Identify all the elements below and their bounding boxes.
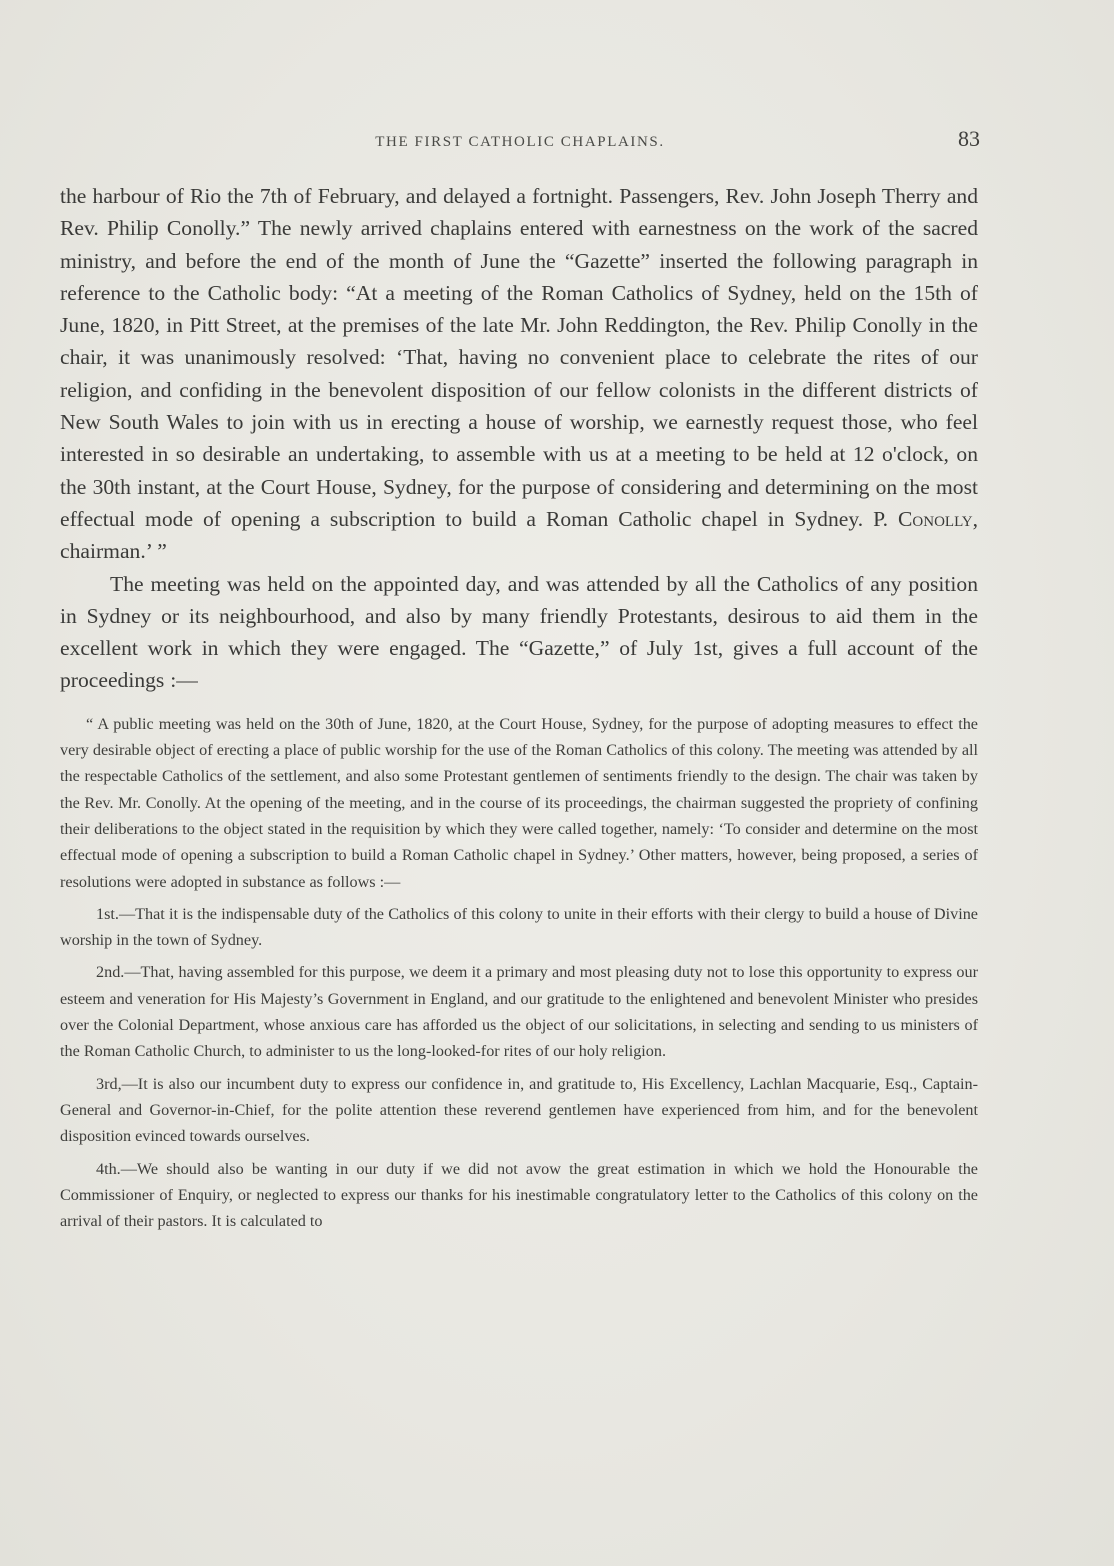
running-title: THE FIRST CATHOLIC CHAPLAINS. (375, 134, 665, 150)
paragraph-text: the harbour of Rio the 7th of February, and delayed a fortnight. Passengers, Rev. John Joseph Therry and Rev. Philip Conolly.” The newly arrived chaplains entered with earnestness on the work of the sacred ministry, and before the end of the month of June the “Gazette” inserted the following paragraph in reference to the Catholic body: “At a meeting of the Roman Catholics of Sydney, held on the 15th of June, 1820, in Pitt Street, at the premises of the late Mr. John Reddington, the Rev. Philip Conolly in the chair, it was unanimously resolved: ‘That, having no convenient place to celebrate the rites of our religion, and confiding in the benevolent disposition of our fellow colonists in the different districts of New South Wales to join with us in erecting a house of worship, we earnestly request those, who feel interested in so desirable an undertaking, to assemble with us at a meeting to be held at 12 o'clock, on the 30th instant, at the Court House, Sydney, for the purpose of considering and determining on the most effectual mode of opening a subscription to build a Roman Catholic chapel in Sydney. P. (60, 184, 978, 531)
quote-intro: “ A public meeting was held on the 30th of June, 1820, at the Court House, Sydney, for the purpose of adopting measures to effect the very desirable object of erecting a place of public worship for the use of the Roman Catholics of this colony. The meeting was attended by all the respectable Catholics of the settlement, and also some Protestant gentlemen of sentiments friendly to the design. The chair was taken by the Rev. Mr. Conolly. At the opening of the meeting, and in the course of its proceedings, the chairman suggested the propriety of confining their deliberations to the object stated in the requisition by which they were called together, namely: ‘To consider and determine on the most effectual mode of opening a subscription to build a Roman Catholic chapel in Sydney.’ Other matters, however, being proposed, a series of resolutions were adopted in substance as follows :— (60, 714, 978, 891)
signature-suffix: , chairman.’ ” (60, 506, 978, 564)
gazette-quote (60, 711, 978, 1235)
main-paragraph-2: The meeting was held on the appointed day, and was attended by all the Catholics of any position in Sydney or its neighbourhood, and also by many friendly Protestants, desirous to aid them in the excellent work in which they were engaged. The “Gazette,” of July 1st, gives a full account of the proceedings :— (60, 571, 978, 693)
page-number: 83 (958, 126, 980, 151)
resolution-2: 2nd.—That, having assembled for this purpose, we deem it a primary and most pleasing duty not to lose this opportunity to express our esteem and veneration for His Majesty’s Government in England, and our gratitude to the enlightened and benevolent Minister who presides over the Colonial Department, whose anxious care has afforded us the object of our solicitations, in selecting and sending to us ministers of the Roman Catholic Church, to administer to us the long-looked-for rites of our holy religion. (60, 963, 978, 1061)
main-paragraph-1 (60, 180, 978, 568)
resolution-3: 3rd,—It is also our incumbent duty to express our confidence in, and gratitude to, His Excellency, Lachlan Macquarie, Esq., Captain-General and Governor-in-Chief, for the polite attention these reverend gentlemen have experienced from him, and for the benevolent disposition evinced towards ourselves. (60, 1074, 978, 1146)
resolution-1: 1st.—That it is the indispensable duty of the Catholics of this colony to unite in their efforts with their clergy to build a house of Divine worship in the town of Sydney. (60, 904, 978, 950)
signature-name: Conolly (898, 506, 973, 531)
running-head (60, 124, 980, 164)
resolution-4: 4th.—We should also be wanting in our duty if we did not avow the great estimation in which we hold the Honourable the Commissioner of Enquiry, or neglected to express our thanks for his inestimable congratulatory letter to the Catholics of this colony on the arrival of their pastors. It is calculated to (60, 1159, 978, 1231)
body-text (60, 180, 978, 1240)
